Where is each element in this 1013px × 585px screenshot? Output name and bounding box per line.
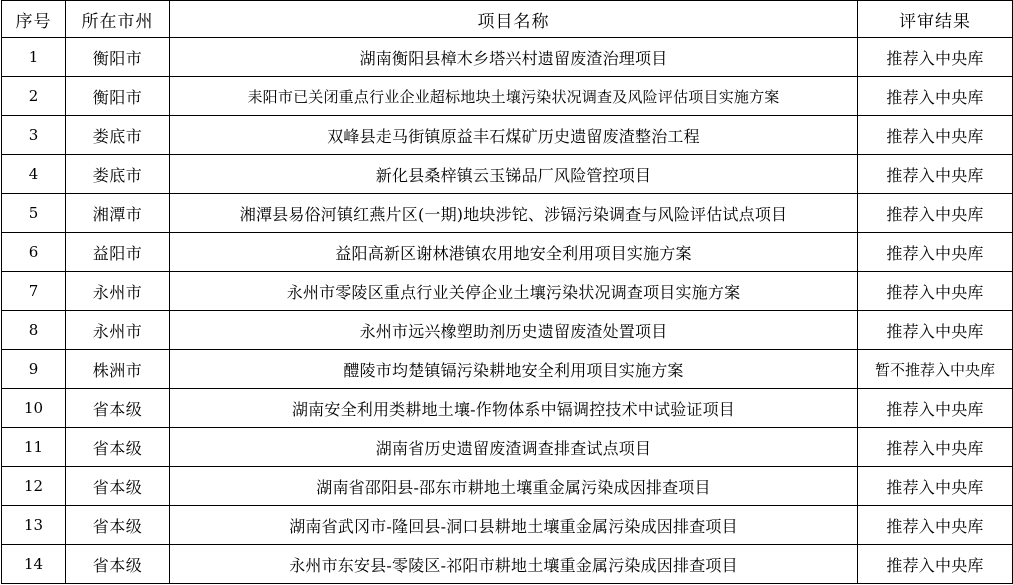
column-header-name: 项目名称 (170, 1, 858, 38)
cell-name: 湘潭县易俗河镇红燕片区(一期)地块涉铊、涉镉污染调查与风险评估试点项目 (170, 194, 858, 233)
cell-name: 醴陵市均楚镇镉污染耕地安全利用项目实施方案 (170, 350, 858, 389)
cell-name: 新化县桑梓镇云玉锑品厂风险管控项目 (170, 155, 858, 194)
cell-index: 11 (2, 428, 66, 467)
table-row (2, 155, 1013, 194)
cell-city: 益阳市 (66, 233, 170, 272)
table-body (2, 38, 1013, 584)
cell-index: 8 (2, 311, 66, 350)
cell-name: 耒阳市已关闭重点行业企业超标地块土壤污染状况调查及风险评估项目实施方案 (170, 77, 858, 116)
table-row (2, 194, 1013, 233)
cell-result: 推荐入中央库 (858, 467, 1013, 506)
cell-city: 省本级 (66, 545, 170, 584)
cell-city: 省本级 (66, 467, 170, 506)
cell-index: 12 (2, 467, 66, 506)
cell-result: 推荐入中央库 (858, 155, 1013, 194)
table-row (2, 116, 1013, 155)
cell-result: 推荐入中央库 (858, 77, 1013, 116)
cell-city: 娄底市 (66, 155, 170, 194)
cell-result: 推荐入中央库 (858, 272, 1013, 311)
cell-city: 衡阳市 (66, 77, 170, 116)
table-row (2, 389, 1013, 428)
cell-city: 省本级 (66, 428, 170, 467)
table-row (2, 233, 1013, 272)
cell-index: 1 (2, 38, 66, 77)
table-row (2, 272, 1013, 311)
cell-result: 推荐入中央库 (858, 233, 1013, 272)
cell-result: 推荐入中央库 (858, 506, 1013, 545)
cell-index: 9 (2, 350, 66, 389)
cell-result: 推荐入中央库 (858, 428, 1013, 467)
column-header-result: 评审结果 (858, 1, 1013, 38)
cell-result: 推荐入中央库 (858, 389, 1013, 428)
table-header-row (2, 1, 1013, 38)
cell-city: 株洲市 (66, 350, 170, 389)
column-header-index: 序号 (2, 1, 66, 38)
cell-index: 6 (2, 233, 66, 272)
project-review-table (1, 0, 1013, 584)
table-row (2, 545, 1013, 584)
cell-city: 永州市 (66, 311, 170, 350)
table-row (2, 428, 1013, 467)
table-row (2, 77, 1013, 116)
cell-index: 7 (2, 272, 66, 311)
cell-city: 湘潭市 (66, 194, 170, 233)
cell-index: 2 (2, 77, 66, 116)
cell-city: 娄底市 (66, 116, 170, 155)
cell-name: 湖南衡阳县樟木乡塔兴村遗留废渣治理项目 (170, 38, 858, 77)
cell-result: 推荐入中央库 (858, 194, 1013, 233)
cell-city: 省本级 (66, 506, 170, 545)
table-row (2, 38, 1013, 77)
cell-name: 永州市零陵区重点行业关停企业土壤污染状况调查项目实施方案 (170, 272, 858, 311)
cell-index: 5 (2, 194, 66, 233)
cell-index: 13 (2, 506, 66, 545)
cell-city: 省本级 (66, 389, 170, 428)
cell-name: 永州市远兴橡塑助剂历史遗留废渣处置项目 (170, 311, 858, 350)
cell-name: 双峰县走马街镇原益丰石煤矿历史遗留废渣整治工程 (170, 116, 858, 155)
cell-index: 3 (2, 116, 66, 155)
cell-name: 益阳高新区谢林港镇农用地安全利用项目实施方案 (170, 233, 858, 272)
table-row (2, 311, 1013, 350)
table-row (2, 467, 1013, 506)
table-row (2, 350, 1013, 389)
cell-result: 推荐入中央库 (858, 38, 1013, 77)
cell-name: 永州市东安县-零陵区-祁阳市耕地土壤重金属污染成因排查项目 (170, 545, 858, 584)
table-row (2, 506, 1013, 545)
column-header-city: 所在市州 (66, 1, 170, 38)
cell-index: 10 (2, 389, 66, 428)
cell-index: 4 (2, 155, 66, 194)
cell-result: 推荐入中央库 (858, 311, 1013, 350)
cell-result: 暂不推荐入中央库 (858, 350, 1013, 389)
cell-name: 湖南省历史遗留废渣调查排查试点项目 (170, 428, 858, 467)
cell-result: 推荐入中央库 (858, 116, 1013, 155)
cell-index: 14 (2, 545, 66, 584)
table-header (2, 1, 1013, 38)
cell-name: 湖南省邵阳县-邵东市耕地土壤重金属污染成因排查项目 (170, 467, 858, 506)
cell-name: 湖南安全利用类耕地土壤-作物体系中镉调控技术中试验证项目 (170, 389, 858, 428)
cell-name: 湖南省武冈市-隆回县-洞口县耕地土壤重金属污染成因排查项目 (170, 506, 858, 545)
cell-result: 推荐入中央库 (858, 545, 1013, 584)
cell-city: 衡阳市 (66, 38, 170, 77)
cell-city: 永州市 (66, 272, 170, 311)
